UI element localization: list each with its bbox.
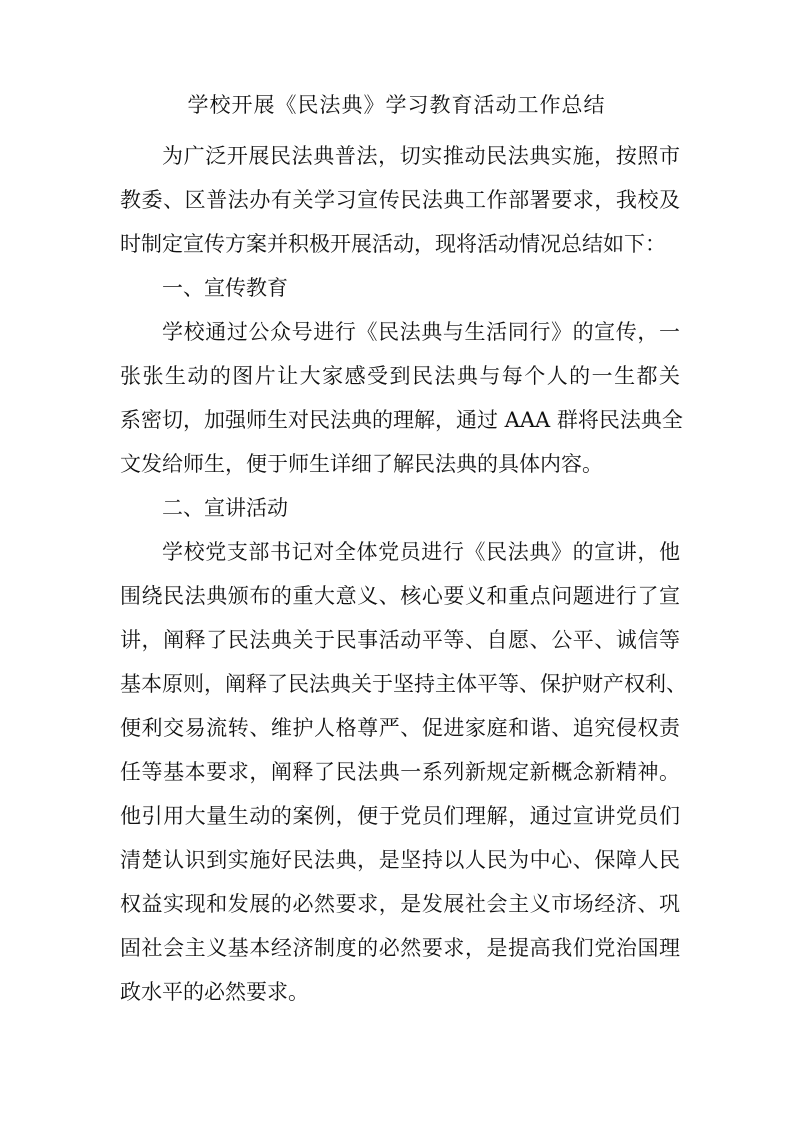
paragraph-1-line-2: 教委、区普法办有关学习宣传民法典工作部署要求，我校及 (120, 188, 680, 212)
paragraph-3-line-8: 清楚认识到实施好民法典，是坚持以人民为中心、保障人民 (120, 848, 680, 872)
document-title: 学校开展《民法典》学习教育活动工作总结 (187, 93, 606, 117)
paragraph-2-line-1: 学校通过公众号进行《民法典与生活同行》的宣传，一 (162, 320, 680, 344)
paragraph-3-line-5: 便利交易流转、维护人格尊严、促进家庭和谐、追究侵权责 (120, 716, 680, 740)
paragraph-3-line-10: 固社会主义基本经济制度的必然要求，是提高我们党治国理 (120, 936, 680, 960)
paragraph-3-line-3: 讲，阐释了民法典关于民事活动平等、自愿、公平、诚信等 (120, 628, 680, 652)
section-heading-1: 一、宣传教育 (162, 276, 288, 300)
paragraph-3-line-6: 任等基本要求，阐释了民法典一系列新规定新概念新精神。 (120, 760, 680, 784)
paragraph-3-line-11: 政水平的必然要求。 (120, 980, 309, 1004)
paragraph-3-line-9: 权益实现和发展的必然要求，是发展社会主义市场经济、巩 (120, 892, 680, 916)
paragraph-2-line-4: 文发给师生，便于师生详细了解民法典的具体内容。 (120, 452, 603, 476)
paragraph-2-line-3: 系密切，加强师生对民法典的理解，通过 AAA 群将民法典全 (120, 408, 683, 432)
paragraph-3-line-1: 学校党支部书记对全体党员进行《民法典》的宣讲，他 (162, 540, 680, 564)
paragraph-1-line-3: 时制定宣传方案并积极开展活动，现将活动情况总结如下： (120, 232, 666, 256)
paragraph-3-line-7: 他引用大量生动的案例，便于党员们理解，通过宣讲党员们 (120, 804, 680, 828)
paragraph-3-line-4: 基本原则，阐释了民法典关于坚持主体平等、保护财产权利、 (120, 672, 687, 696)
paragraph-3-line-2: 围绕民法典颁布的重大意义、核心要义和重点问题进行了宣 (120, 584, 680, 608)
paragraph-1-line-1: 为广泛开展民法典普法，切实推动民法典实施，按照市 (162, 144, 680, 168)
section-heading-2: 二、宣讲活动 (162, 496, 288, 520)
paragraph-2-line-2: 张张生动的图片让大家感受到民法典与每个人的一生都关 (120, 364, 680, 388)
